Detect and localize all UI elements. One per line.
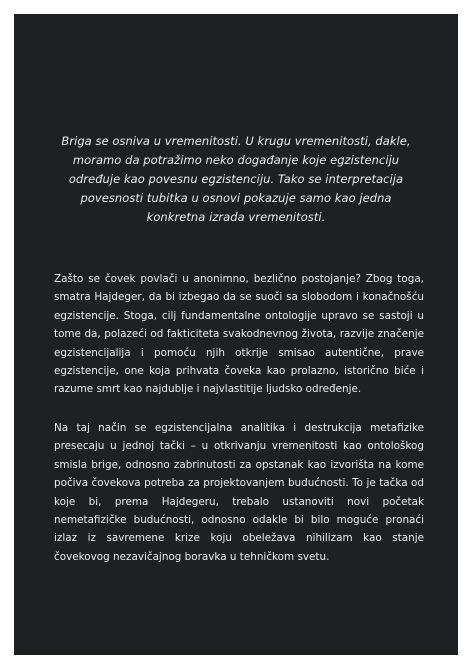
back-cover-panel <box>14 14 458 655</box>
epigraph-quote: Briga se osniva u vremenitosti. U krugu vremenitosti, dakle, moramo da potražimo neko događanje koje egzistenciju određuje kao povesnu egzistenciju. Tako se interpretacija povesnosti tubitka u osnovi pokazuje samo kao jedna konkretna izrada vremenitosti. <box>61 134 411 224</box>
body-paragraph-2: Na taj način se egzistencijalna analitika i destrukcija metafizike presecaju u jednoj tački – u otkrivanju vremenitosti kao ontološkog smisla brige, odnosno zabrinutosti za opstanak kao izvorišta na kome počiva čovekova potreba za projektovanjem budućnosti. To je tačka od koje bi, prema Hajdegeru, trebalo ustanoviti novi početak nemetafizičke budućnosti, odnosno odakle bi bilo moguće pronaći izlaz iz savremene krize koju obeležava nihilizam kao stanje čovekovog nezavičajnog boravka u tehničkom svetu. <box>54 422 424 563</box>
body-paragraph-1: Zašto se čovek povlači u anonimno, bezlično postojanje? Zbog toga, smatra Hajdeger, da bi izbegao da se suoči sa slobodom i konačnošću egzistencije. Stoga, cilj fundamentalne ontologije upravo se sastoji u tome da, polazeći od fakticiteta svakodnevnog života, razvije značenje egzistencijalija i pomoću njih otkrije smisao autentične, prave egzistencije, one koja prihvata čoveka kao prolazno, istorično biće i razume smrt kao najdublje i najvlastitije ljudsko određenje. <box>54 273 424 396</box>
